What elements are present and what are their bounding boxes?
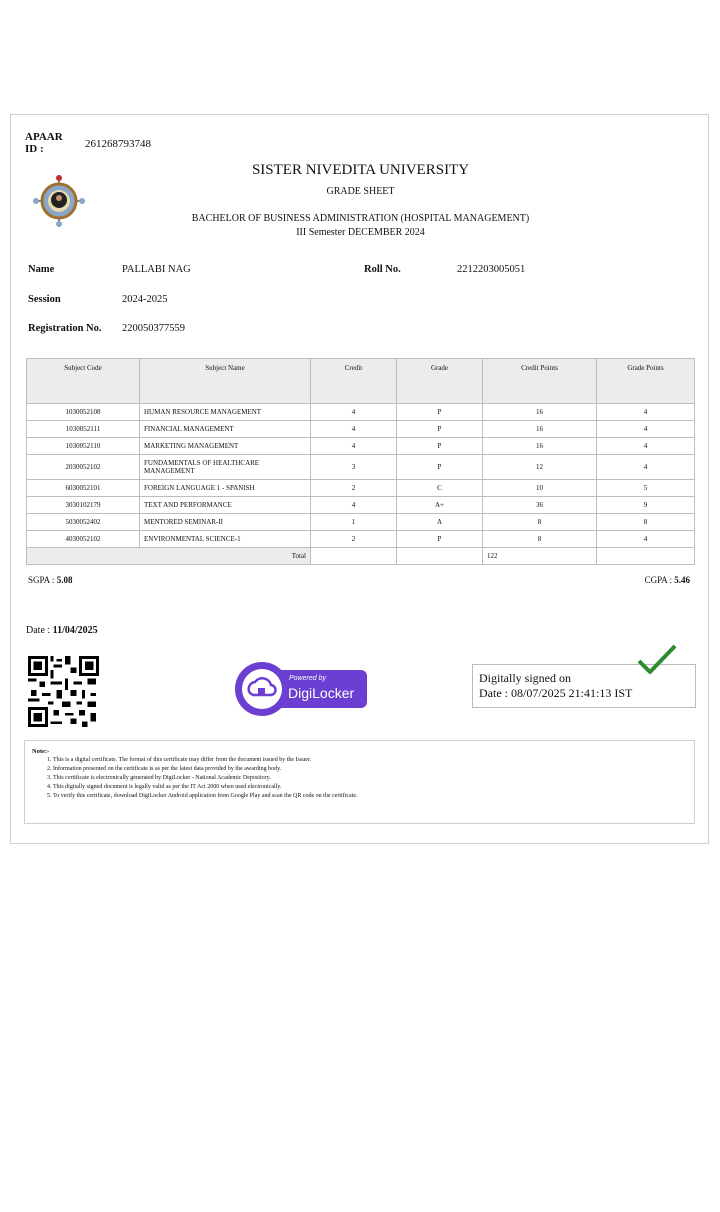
header-grade-points: Grade Points bbox=[597, 359, 695, 404]
cell-grade-points: 4 bbox=[597, 531, 695, 548]
cell-credit: 2 bbox=[311, 531, 397, 548]
roll-value: 2212203005051 bbox=[457, 264, 526, 275]
cell-subject: TEXT AND PERFORMANCE bbox=[140, 497, 311, 514]
signed-line-1: Digitally signed on bbox=[479, 671, 571, 685]
cgpa bbox=[645, 575, 690, 585]
cell-grade: P bbox=[397, 404, 483, 421]
note-item: 1. This is a digital certificate. The format of this certificate may differ from the document issued by the Issuer. bbox=[53, 756, 357, 765]
cell-grade: P bbox=[397, 438, 483, 455]
header-credit-points: Credit Points bbox=[483, 359, 597, 404]
digilocker-brand: DigiLocker bbox=[288, 685, 355, 701]
cell-code: 1030052111 bbox=[27, 421, 140, 438]
cell-grade-points: 4 bbox=[597, 421, 695, 438]
total-credit-cell bbox=[311, 548, 397, 565]
cgpa-value: 5.46 bbox=[674, 575, 690, 585]
cell-grade: P bbox=[397, 531, 483, 548]
sgpa bbox=[28, 575, 72, 585]
cell-credit: 4 bbox=[311, 438, 397, 455]
name-value: PALLABI NAG bbox=[122, 264, 191, 275]
table-row bbox=[27, 514, 695, 531]
cell-credit: 4 bbox=[311, 421, 397, 438]
cell-credit-points: 16 bbox=[483, 438, 597, 455]
date-value: 11/04/2025 bbox=[52, 625, 98, 636]
notes-list bbox=[37, 756, 357, 801]
cell-grade: P bbox=[397, 421, 483, 438]
cell-subject: FUNDAMENTALS OF HEALTHCARE MANAGEMENT bbox=[140, 455, 311, 480]
grades-table bbox=[26, 358, 695, 565]
grade-sheet bbox=[10, 114, 709, 844]
table-row bbox=[27, 531, 695, 548]
cell-grade-points: 8 bbox=[597, 514, 695, 531]
notes-title: Note:- bbox=[32, 748, 50, 755]
total-grade-points-cell bbox=[597, 548, 695, 565]
cell-subject: MENTORED SEMINAR-II bbox=[140, 514, 311, 531]
cell-grade: A+ bbox=[397, 497, 483, 514]
checkmark-icon bbox=[637, 643, 677, 675]
sheet-title: GRADE SHEET bbox=[326, 186, 395, 197]
apaar-label: APAAR ID : bbox=[25, 131, 63, 155]
table-row bbox=[27, 438, 695, 455]
sgpa-value: 5.08 bbox=[56, 575, 73, 585]
cell-credit: 4 bbox=[311, 497, 397, 514]
cell-grade-points: 4 bbox=[597, 438, 695, 455]
table-total-row bbox=[27, 548, 695, 565]
cell-grade-points: 4 bbox=[597, 404, 695, 421]
table-row bbox=[27, 455, 695, 480]
registration-label: Registration No. bbox=[28, 323, 102, 334]
table-row bbox=[27, 421, 695, 438]
cell-grade-points: 4 bbox=[597, 455, 695, 480]
cell-credit-points: 36 bbox=[483, 497, 597, 514]
roll-label: Roll No. bbox=[364, 264, 401, 275]
cell-credit-points: 8 bbox=[483, 531, 597, 548]
notes-box bbox=[24, 740, 695, 824]
cell-subject: FOREIGN LANGUAGE 1 - SPANISH bbox=[140, 480, 311, 497]
cell-credit-points: 16 bbox=[483, 404, 597, 421]
note-item: 2. Information presented on the certificate is as per the latest data provided by the awarding body. bbox=[53, 765, 357, 774]
cell-grade-points: 5 bbox=[597, 480, 695, 497]
cell-credit: 3 bbox=[311, 455, 397, 480]
apaar-value: 261268793748 bbox=[85, 138, 151, 150]
table-row bbox=[27, 480, 695, 497]
registration-value: 220050377559 bbox=[122, 323, 185, 334]
cell-credit-points: 16 bbox=[483, 421, 597, 438]
semester-label: III Semester DECEMBER 2024 bbox=[296, 227, 425, 238]
note-item: 5. To verify this certificate, download DigiLocker Android application from Google Play and scan the QR code on the certificate. bbox=[53, 792, 357, 801]
cgpa-label: CGPA : bbox=[644, 575, 672, 585]
cell-credit: 2 bbox=[311, 480, 397, 497]
issue-date bbox=[26, 625, 98, 636]
date-label: Date : bbox=[26, 625, 51, 636]
cell-code: 1030052110 bbox=[27, 438, 140, 455]
cell-grade: C bbox=[397, 480, 483, 497]
cell-grade-points: 9 bbox=[597, 497, 695, 514]
cell-subject: FINANCIAL MANAGEMENT bbox=[140, 421, 311, 438]
sgpa-label: SGPA : bbox=[28, 575, 55, 585]
header-grade: Grade bbox=[397, 359, 483, 404]
cell-code: 4030052102 bbox=[27, 531, 140, 548]
header-subject-code: Subject Code bbox=[27, 359, 140, 404]
cell-subject: MARKETING MANAGEMENT bbox=[140, 438, 311, 455]
apaar-id bbox=[25, 131, 151, 155]
programme-name: BACHELOR OF BUSINESS ADMINISTRATION (HOSPITAL MANAGEMENT) bbox=[191, 213, 530, 224]
signed-line-2: Date : 08/07/2025 21:41:13 IST bbox=[479, 686, 633, 700]
qr-code-icon[interactable] bbox=[28, 656, 99, 727]
cell-subject: ENVIRONMENTAL SCIENCE-1 bbox=[140, 531, 311, 548]
cell-credit: 4 bbox=[311, 404, 397, 421]
total-label: Total bbox=[27, 548, 311, 565]
cell-code: 3030102179 bbox=[27, 497, 140, 514]
digilocker-powered: Powered by bbox=[289, 675, 326, 682]
note-item: 4. This digitally signed document is legally valid as per the IT Act 2000 when used electronically. bbox=[53, 783, 357, 792]
table-row bbox=[27, 404, 695, 421]
cell-code: 2030052102 bbox=[27, 455, 140, 480]
cell-grade: P bbox=[397, 455, 483, 480]
table-row bbox=[27, 497, 695, 514]
session-label: Session bbox=[28, 294, 61, 305]
note-item: 3. This certificate is electronically generated by DigiLocker - National Academic Depository. bbox=[53, 774, 357, 783]
header-subject-name: Subject Name bbox=[140, 359, 311, 404]
cell-grade: A bbox=[397, 514, 483, 531]
table-header-row bbox=[27, 359, 695, 404]
cell-code: 6030052101 bbox=[27, 480, 140, 497]
cell-credit: 1 bbox=[311, 514, 397, 531]
cell-code: 5030052402 bbox=[27, 514, 140, 531]
university-name: SISTER NIVEDITA UNIVERSITY bbox=[251, 162, 470, 178]
total-credit-points: 122 bbox=[483, 548, 597, 565]
cell-credit-points: 8 bbox=[483, 514, 597, 531]
cell-credit-points: 10 bbox=[483, 480, 597, 497]
cell-code: 1030052108 bbox=[27, 404, 140, 421]
cell-subject: HUMAN RESOURCE MANAGEMENT bbox=[140, 404, 311, 421]
session-value: 2024-2025 bbox=[122, 294, 168, 305]
cell-credit-points: 12 bbox=[483, 455, 597, 480]
name-label: Name bbox=[28, 264, 55, 275]
header-credit: Credit bbox=[311, 359, 397, 404]
total-grade-cell bbox=[397, 548, 483, 565]
